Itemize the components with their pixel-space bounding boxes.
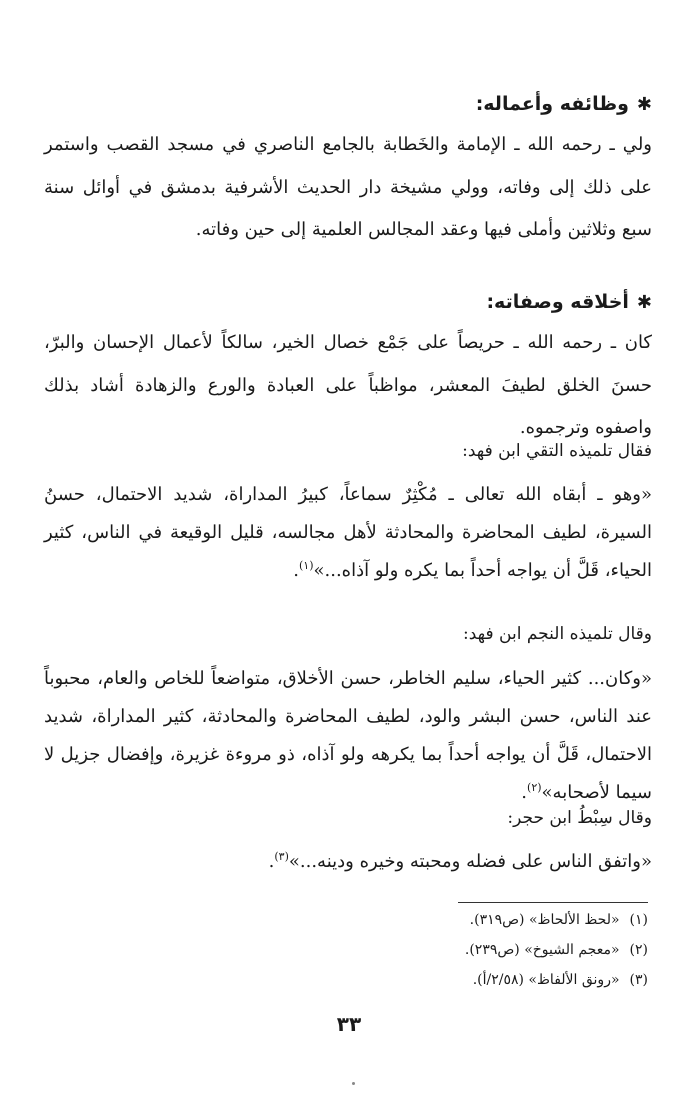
quote-intro-najm: وقال تلميذه النجم ابن فهد: xyxy=(463,624,652,644)
quote-text: «وهو ـ أبقاه الله تعالى ـ مُكْثِرٌ سماعاً، كبيرُ المداراة، شديد الاحتمال، حسنُ السيرة، لطيف المحاضرة والمحادثة لأهل مجالسه، قليل الوقيعة في الناس، كثير الحياء، قَلَّ أن يواجه أحداً بما يكره ولو آذاه...» xyxy=(44,484,652,581)
footnote-number: (١) xyxy=(629,912,648,928)
footnote xyxy=(300,940,648,960)
quote-text: «وكان... كثير الحياء، سليم الخاطر، حسن الأخلاق، متواضعاً للخاص والعام، محبوباً عند الناس، حسن البشر والود، لطيف المحاضرة والمحادثة، كثير المداراة، شديد الاحتمال، قَلَّ أن يواجه أحداً بما يكرهه ولو آذاه، ذو مروءة غزيرة، وإفضال جزيل لا سيما لأصحابه» xyxy=(44,668,652,803)
footnote-number: (٢) xyxy=(629,942,648,958)
footnote-ref: (١) xyxy=(298,559,314,572)
footnote-number: (٣) xyxy=(629,972,648,988)
quote-intro-sibt: وقال سِبْطُ ابن حجر: xyxy=(507,808,652,828)
footnote-divider xyxy=(458,902,648,903)
asterisk-icon: ✱ xyxy=(636,292,652,313)
heading-text: أخلاقه وصفاته: xyxy=(486,291,629,313)
footnote-ref: (٣) xyxy=(274,850,289,863)
scan-speck xyxy=(352,1082,355,1085)
quote-najm: «وكان... كثير الحياء، سليم الخاطر، حسن الأخلاق، متواضعاً للخاص والعام، محبوباً عند الناس، حسن البشر والود، لطيف المحاضرة والمحادثة، كثير المداراة، شديد الاحتمال، قَلَّ أن يواجه أحداً بما يكرهه ولو آذاه، ذو مروءة غزيرة، وإفضال جزيل لا سيما لأصحابه»$^{(٢)}$. xyxy=(44,668,652,803)
footnote xyxy=(300,970,648,990)
footnote-text: «لحظ الألحاظ» (ص٣١٩). xyxy=(469,912,620,928)
asterisk-icon: ✱ xyxy=(636,94,652,115)
heading-text: وظائفه وأعماله: xyxy=(475,93,629,115)
paragraph-character: كان ـ رحمه الله ـ حريصاً على جَمْع خصال الخير، سالكاً لأعمال الإحسان والبرّ، حسنَ الخلق لطيفَ المعشر، مواظباً على العبادة والورع والزهادة أشاد بذلك واصفوه وترجموه. xyxy=(44,332,652,438)
quote-intro-taqi: فقال تلميذه التقي ابن فهد: xyxy=(462,441,652,461)
footnote-ref: (٢) xyxy=(527,781,542,794)
footnote-text: «معجم الشيوخ» (ص٢٣٩). xyxy=(464,942,620,958)
page-number: ٣٣ xyxy=(336,1012,362,1036)
paragraph-duties: ولي ـ رحمه الله ـ الإمامة والخَطابة بالجامع الناصري في مسجد القصب واستمر على ذلك إلى وفاته، وولي مشيخة دار الحديث الأشرفية بدمشق في أوائل سنة سبع وثلاثين وأملى فيها وعقد المجالس العلمية إلى حين وفاته. xyxy=(44,134,652,240)
footnote xyxy=(300,910,648,930)
section-heading-duties xyxy=(44,90,652,119)
quote-text: «واتفق الناس على فضله ومحبته وخيره ودينه...» xyxy=(288,851,652,872)
section-heading-character xyxy=(44,288,652,317)
footnote-text: «رونق الألفاظ» (٢/٥٨/أ). xyxy=(472,972,620,988)
quote-taqi: «وهو ـ أبقاه الله تعالى ـ مُكْثِرٌ سماعاً، كبيرُ المداراة، شديد الاحتمال، حسنُ السيرة، لطيف المحاضرة والمحادثة لأهل مجالسه، قليل الوقيعة في الناس، كثير الحياء، قَلَّ أن يواجه أحداً بما يكره ولو آذاه...»$^{(١)}$. xyxy=(44,484,652,581)
quote-sibt: «واتفق الناس على فضله ومحبته وخيره ودينه...»$^{(٣)}$. xyxy=(268,850,652,872)
